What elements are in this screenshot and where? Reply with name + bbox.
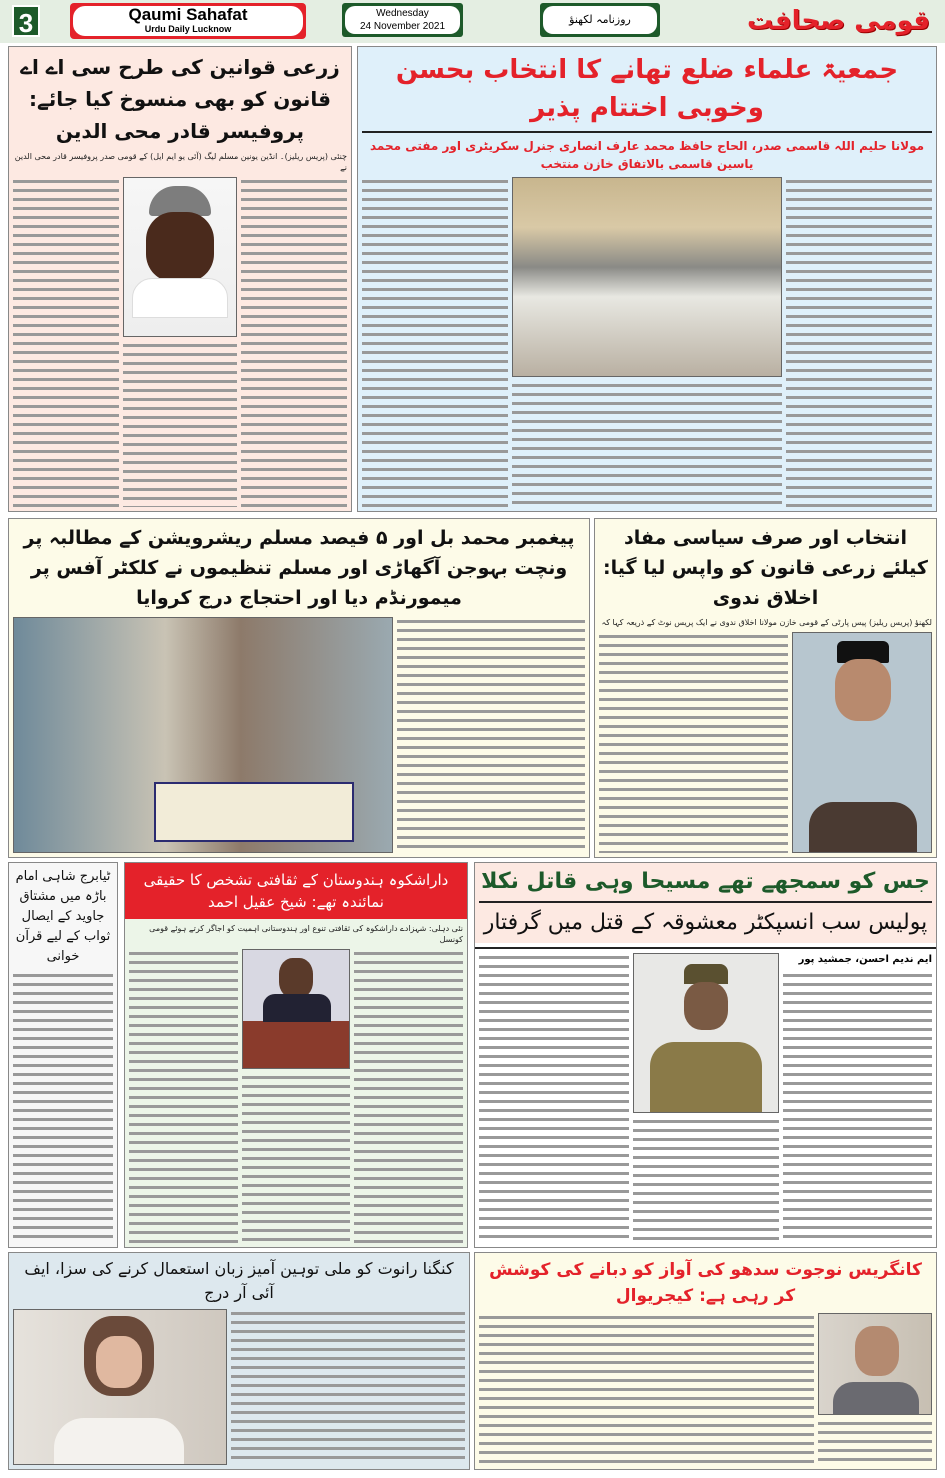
article-columns [125,949,467,1243]
body-text [783,971,933,1243]
subhead: مولانا حلیم اللہ قاسمی صدر، الحاج حافظ محمد عارف انصاری جنرل سکریٹری اور مفتی محمد یاسین قاسمی بالاتفاق خازن منتخب [369,139,925,171]
article-columns [599,632,932,853]
divider [362,131,932,133]
column [512,177,782,507]
body-text [512,381,782,507]
masthead [70,3,306,39]
column [354,949,463,1243]
photo-inspector [633,953,779,1113]
column [633,953,779,1243]
headline: ٹیابرج شاہی امام باڑہ میں مشتاق جاوید کے ایصال ثواب کے لیے قرآن خوانی [15,869,111,964]
roznama-box [540,3,660,37]
photo-kejriwal [818,1313,932,1415]
body-text [479,953,629,1243]
article-jamiat [357,46,937,512]
article-columns [13,177,347,507]
body-text [479,1313,814,1465]
article-bahujan [8,518,590,858]
body-text [13,971,113,1243]
urdu-logo: قومی صحافت [747,6,930,36]
body-text [123,341,237,507]
column [242,949,350,1243]
masthead-subtitle: Urdu Daily Lucknow [144,24,232,34]
photo-protest [13,617,393,853]
column [818,1313,932,1465]
headline: انتخاب اور صرف سیاسی مفاد کیلئے زرعی قانون کو واپس لیا گیا: اخلاق ندوی [603,527,928,609]
column [783,953,933,1243]
column [397,617,585,853]
headline: زرعی قوانین کی طرح سی اے اے قانون کو بھی منسوخ کیا جائے: پروفیسر قادر محی الدین [20,55,340,143]
lead-text: نئی دہلی: شہزادے داراشکوہ کی ثقافتی تنوع اور ہندوستانی اہمیت کو اجاگر کرتے ہوئے قومی کونسل [149,924,463,944]
headline: جمعیۃ علماء ضلع تھانے کا انتخاب بحسن وخوبی اختتام پذیر [395,55,899,123]
headline: پولیس سب انسپکٹر معشوقہ کے قتل میں گرفتار [483,910,928,935]
article-inspector [474,862,937,1248]
column [599,632,788,853]
column [231,1309,465,1465]
article-akhlaq [594,518,937,858]
column [123,177,237,507]
body-text [231,1309,465,1465]
photo-speaker [242,949,350,1069]
divider [479,901,932,903]
body-text [13,177,119,507]
body-text [362,177,508,507]
headline-band [475,863,936,943]
article-columns [475,953,936,1243]
article-dara-shikoh [124,862,468,1248]
column [479,1313,814,1465]
byline: ایم ندیم احسن، جمشید پور [798,954,932,965]
lead-text: چنئی (پریس ریلیز)۔ انڈین یونین مسلم لیگ (آئی یو ایم ایل) کے قومی صدر پروفیسر قادر محی الدین نے [14,152,347,172]
body-text [786,177,932,507]
article-farm-laws [8,46,352,512]
divider [475,947,936,949]
article-tiabarj [8,862,118,1248]
body-text [397,617,585,853]
column [241,177,347,507]
page-number: 3 [12,5,40,37]
headline: کنگنا رانوت کو ملی توہین آمیز زبان استعمال کرنے کی سزا، ایف آئی آر درج [24,1259,454,1302]
body-text [633,1117,779,1243]
body-text [129,949,238,1243]
body-text [599,632,788,853]
photo-professor [123,177,237,337]
article-columns [362,177,932,507]
column [479,953,629,1243]
page-header [0,0,945,43]
headline: کانگریس نوجوت سدھو کی آواز کو دبانے کی کوشش کر رہی ہے: کیجریوال [489,1260,922,1306]
article-kangana [8,1252,470,1470]
body-text [241,177,347,507]
article-columns [13,617,585,853]
column [786,177,932,507]
headline: داراشکوہ ہندوستان کے ثقافتی تشخص کا حقیقی نمائندہ تھے: شیخ عقیل احمد [125,863,467,919]
date-box [342,3,463,37]
kicker: جس کو سمجھے تھے مسیحا وہی قاتل نکلا [481,869,930,894]
photo-meeting [512,177,782,377]
article-kejriwal [474,1252,937,1470]
photo-akhlaq-nadvi [792,632,932,853]
day: Wednesday [376,8,429,19]
body-text [354,949,463,1243]
article-columns [13,1309,465,1465]
article-columns [479,1313,932,1465]
roznama-text: روزنامہ لکھنؤ [543,6,657,34]
date: 24 November 2021 [359,21,446,32]
column [13,177,119,507]
body-text [818,1419,932,1465]
lead-text: لکھنؤ (پریس ریلیز) پیس پارٹی کے قومی خازن مولانا اخلاق ندوی نے ایک پریس نوٹ کے ذریعہ کہا کہ [601,618,932,627]
body-text [242,1073,350,1243]
column [129,949,238,1243]
headline: پیغمبر محمد بل اور ۵ فیصد مسلم ریشرویشن کے مطالبہ پر ونچت بہوجن آگھاڑی اور مسلم تنظیموں نے کلکٹر آفس پر میمورنڈم دیا اور احتجاج درج کروایا [23,527,575,609]
masthead-title: Qaumi Sahafat [128,5,248,24]
column [362,177,508,507]
photo-kangana [13,1309,227,1465]
